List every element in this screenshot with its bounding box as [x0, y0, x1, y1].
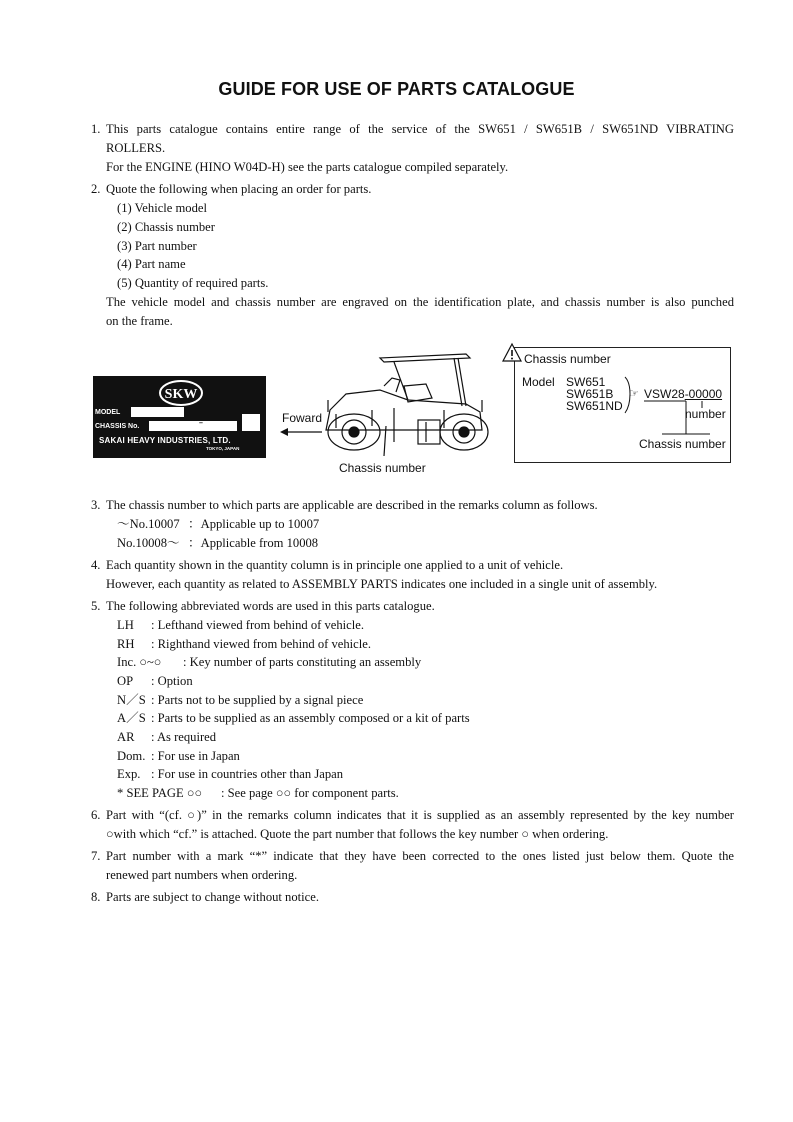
item-3-row-2-key: No.10008～: [117, 536, 180, 550]
abbr-key: N／S: [117, 693, 146, 707]
item-2-list-item: (5) Quantity of required parts.: [117, 276, 269, 290]
plate-model-label: MODEL: [95, 409, 121, 416]
item-7-line-2: renewed part numbers when ordering.: [106, 868, 298, 882]
abbr-value: : For use in Japan: [151, 749, 240, 763]
item-8-number: 8.: [91, 890, 101, 904]
abbr-key: LH: [117, 618, 134, 632]
item-6-line-1: Part with “(cf. ○)” in the remarks column indicates that it is supplied as an assembly represented by the key number: [106, 808, 734, 822]
abbr-key: * SEE PAGE ○○: [117, 786, 203, 800]
item-3-intro: The chassis number to which parts are applicable are described in the remarks column as follows.: [106, 498, 598, 512]
abbr-key: Dom.: [117, 749, 146, 763]
chassis-number-caption: Chassis number: [339, 461, 426, 475]
item-3-row-2-value: ：Applicable from 10008: [188, 536, 319, 550]
plate-chassis-dash: –: [199, 420, 203, 427]
item-4-line-2: However, each quantity as related to ASSEMBLY PARTS indicates one included in a single unit of assembly.: [106, 577, 658, 591]
plate-corner-field: [242, 414, 260, 431]
item-2-list-item: (3) Part number: [117, 239, 197, 253]
item-3-row-1-key: ～No.10007: [117, 517, 180, 531]
abbr-key: Inc. ○~○: [117, 655, 162, 669]
box-number-label: number: [685, 407, 726, 421]
item-1-number: 1.: [91, 122, 101, 136]
roller-illustration: [276, 350, 498, 460]
abbr-value: : Parts not to be supplied by a signal piece: [151, 693, 364, 707]
chassis-number-box: [514, 347, 731, 463]
page-title: GUIDE FOR USE OF PARTS CATALOGUE: [218, 79, 575, 99]
abbr-key: RH: [117, 637, 135, 651]
item-7-number: 7.: [91, 849, 101, 863]
plate-chassis-field: [149, 421, 237, 431]
plate-model-field: [131, 407, 184, 417]
box-model-item: SW651ND: [566, 399, 623, 413]
warning-icon: [501, 342, 523, 364]
chassis-code-suffix: -00000: [684, 387, 723, 401]
plate-company-name: SAKAI HEAVY INDUSTRIES, LTD.: [99, 436, 231, 445]
abbr-value: : Righthand viewed from behind of vehicle.: [151, 637, 371, 651]
item-4-number: 4.: [91, 558, 101, 572]
box-model-item: SW651: [566, 375, 606, 389]
abbr-value: : As required: [151, 730, 217, 744]
item-5-intro: The following abbreviated words are used in this parts catalogue.: [106, 599, 435, 613]
box-model-item: SW651B: [566, 387, 614, 401]
item-1-line-3: For the ENGINE (HINO W04D-H) see the parts catalogue compiled separately.: [106, 160, 509, 174]
logo-lettering: SKW: [164, 387, 198, 402]
item-2-list-item: (2) Chassis number: [117, 220, 215, 234]
item-2-number: 2.: [91, 182, 101, 196]
item-2-list-item: (1) Vehicle model: [117, 201, 207, 215]
box-title: Chassis number: [524, 352, 611, 366]
item-2-intro: Quote the following when placing an order for parts.: [106, 182, 372, 196]
item-2-note-line-1: The vehicle model and chassis number are engraved on the identification plate, and chassis number is also punched: [106, 295, 734, 309]
item-2-note-line-2: on the frame.: [106, 314, 173, 328]
abbr-key: AR: [117, 730, 135, 744]
abbr-value: : Lefthand viewed from behind of vehicle.: [151, 618, 364, 632]
item-3-number: 3.: [91, 498, 101, 512]
item-6-number: 6.: [91, 808, 101, 822]
item-3-row-1-value: ：Applicable up to 10007: [188, 517, 320, 531]
plate-chassis-label: CHASSIS No.: [95, 423, 140, 430]
abbr-key: A／S: [117, 711, 146, 725]
chassis-code-prefix: VSW28: [644, 387, 685, 401]
abbr-key: Exp.: [117, 767, 141, 781]
item-1-line-2: ROLLERS.: [106, 141, 166, 155]
item-6-line-2: ○with which “cf.” is attached. Quote the part number that follows the key number ○ when ordering.: [106, 827, 609, 841]
abbr-value: : For use in countries other than Japan: [151, 767, 344, 781]
box-bottom-label: Chassis number: [639, 437, 726, 451]
abbr-value: : See page ○○ for component parts.: [221, 786, 399, 800]
abbr-key: OP: [117, 674, 134, 688]
sakai-logo: [158, 379, 204, 407]
abbr-value: : Parts to be supplied as an assembly composed or a kit of parts: [151, 711, 470, 725]
item-1-line-1: This parts catalogue contains entire range of the service of the SW651 / SW651B / SW651ND VIBRATING: [106, 122, 734, 136]
box-model-label: Model: [522, 375, 555, 389]
abbr-value: : Option: [151, 674, 193, 688]
item-8-line-1: Parts are subject to change without notice.: [106, 890, 319, 904]
abbr-value: : Key number of parts constituting an assembly: [183, 655, 422, 669]
pointing-hand-icon: ☞: [629, 388, 639, 400]
item-7-line-1: Part number with a mark “*” indicate that they have been corrected to the ones listed just below them. Quote the: [106, 849, 734, 863]
item-5-number: 5.: [91, 599, 101, 613]
item-4-line-1: Each quantity shown in the quantity column is in principle one applied to a unit of vehicle.: [106, 558, 564, 572]
identification-plate: [93, 376, 266, 458]
forward-label: Foward: [282, 411, 323, 425]
plate-city: TOKYO, JAPAN: [206, 446, 240, 451]
item-2-list-item: (4) Part name: [117, 257, 186, 271]
